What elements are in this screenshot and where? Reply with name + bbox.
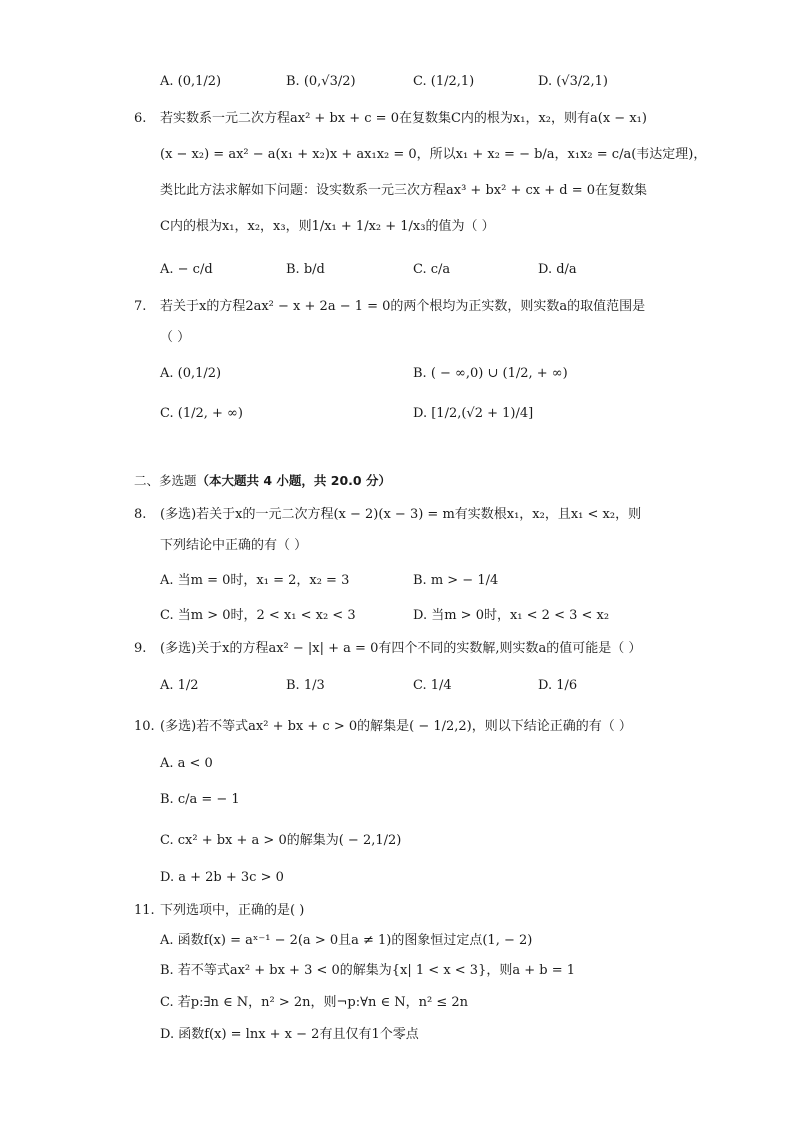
q9-option-a: A. 1/2 <box>160 678 199 693</box>
q10-stem-line-1: (多选)若不等式ax² + bx + c > 0的解集是( − 1/2,2)，则以下结论正确的有（ ） <box>160 719 632 734</box>
section-2-detail: （本大题共 4 小题，共 20.0 分） <box>196 473 391 488</box>
q6-number: 6. <box>134 111 147 126</box>
q7-number: 7. <box>134 299 147 314</box>
q9-option-c: C. 1/4 <box>413 678 452 693</box>
q7-stem-line-2: （ ） <box>160 330 191 345</box>
q8-stem-line-1: (多选)若关于x的一元二次方程(x − 2)(x − 3) = m有实数根x₁，x₂，且x₁ < x₂，则 <box>160 507 642 522</box>
q8-option-a: A. 当m = 0时，x₁ = 2，x₂ = 3 <box>160 573 350 588</box>
q6-stem-line-2: (x − x₂) = ax² − a(x₁ + x₂)x + ax₁x₂ = 0，所以x₁ + x₂ = − b/a，x₁x₂ = c/a(韦达定理)， <box>160 147 707 162</box>
q6-stem-line-4: C内的根为x₁，x₂，x₃，则1/x₁ + 1/x₂ + 1/x₃的值为（ ） <box>160 219 495 234</box>
q5-option-c: C. (1/2,1) <box>413 74 475 89</box>
q11-option-c: C. 若p:∃n ∈ N，n² > 2n，则¬p:∀n ∈ N，n² ≤ 2n <box>160 995 468 1010</box>
q11-option-d: D. 函数f(x) = lnx + x − 2有且仅有1个零点 <box>160 1027 419 1042</box>
q7-option-b: B. ( − ∞,0) ∪ (1/2, + ∞) <box>413 366 568 381</box>
q11-number: 11. <box>134 903 155 918</box>
q10-number: 10. <box>134 719 155 734</box>
q9-option-b: B. 1/3 <box>286 678 325 693</box>
q6-option-b: B. b/d <box>286 262 325 277</box>
q5-option-d: D. (√3/2,1) <box>538 74 608 89</box>
q6-stem-line-1: 若实数系一元二次方程ax² + bx + c = 0在复数集C内的根为x₁，x₂，则有a(x − x₁) <box>160 111 647 126</box>
q8-option-c: C. 当m > 0时，2 < x₁ < x₂ < 3 <box>160 608 356 623</box>
q11-option-b: B. 若不等式ax² + bx + 3 < 0的解集为{x| 1 < x < 3}，则a + b = 1 <box>160 963 576 978</box>
q9-number: 9. <box>134 641 147 656</box>
q7-option-c: C. (1/2, + ∞) <box>160 406 243 421</box>
section-2-prefix: 二、多选题 <box>134 473 197 488</box>
q6-stem-line-3: 类比此方法求解如下问题：设实数系一元三次方程ax³ + bx² + cx + d = 0在复数集 <box>160 183 647 198</box>
q9-stem-line-1: (多选)关于x的方程ax² − |x| + a = 0有四个不同的实数解,则实数a的值可能是（ ） <box>160 641 642 656</box>
q11-option-a: A. 函数f(x) = aˣ⁻¹ − 2(a > 0且a ≠ 1)的图象恒过定点(1, − 2) <box>160 933 533 948</box>
q7-option-a: A. (0,1/2) <box>160 366 222 381</box>
q10-option-b: B. c/a = − 1 <box>160 792 240 807</box>
q9-option-d: D. 1/6 <box>538 678 578 693</box>
q8-stem-line-2: 下列结论中正确的有（ ） <box>160 538 308 553</box>
q7-stem-line-1: 若关于x的方程2ax² − x + 2a − 1 = 0的两个根均为正实数，则实数a的取值范围是 <box>160 299 646 314</box>
q11-stem-line-1: 下列选项中，正确的是( ) <box>160 903 305 918</box>
q8-option-b: B. m > − 1/4 <box>413 573 499 588</box>
q8-option-d: D. 当m > 0时，x₁ < 2 < 3 < x₂ <box>413 608 610 623</box>
q10-option-d: D. a + 2b + 3c > 0 <box>160 870 284 885</box>
q6-option-c: C. c/a <box>413 262 451 277</box>
q6-option-a: A. − c/d <box>160 262 213 277</box>
q10-option-a: A. a < 0 <box>160 756 213 771</box>
q10-option-c: C. cx² + bx + a > 0的解集为( − 2,1/2) <box>160 833 402 848</box>
section-2-heading <box>134 472 391 490</box>
q5-option-a: A. (0,1/2) <box>160 74 222 89</box>
q7-option-d: D. [1/2,(√2 + 1)/4] <box>413 406 534 421</box>
q8-number: 8. <box>134 507 147 522</box>
q6-option-d: D. d/a <box>538 262 577 277</box>
q5-option-b: B. (0,√3/2) <box>286 74 356 89</box>
